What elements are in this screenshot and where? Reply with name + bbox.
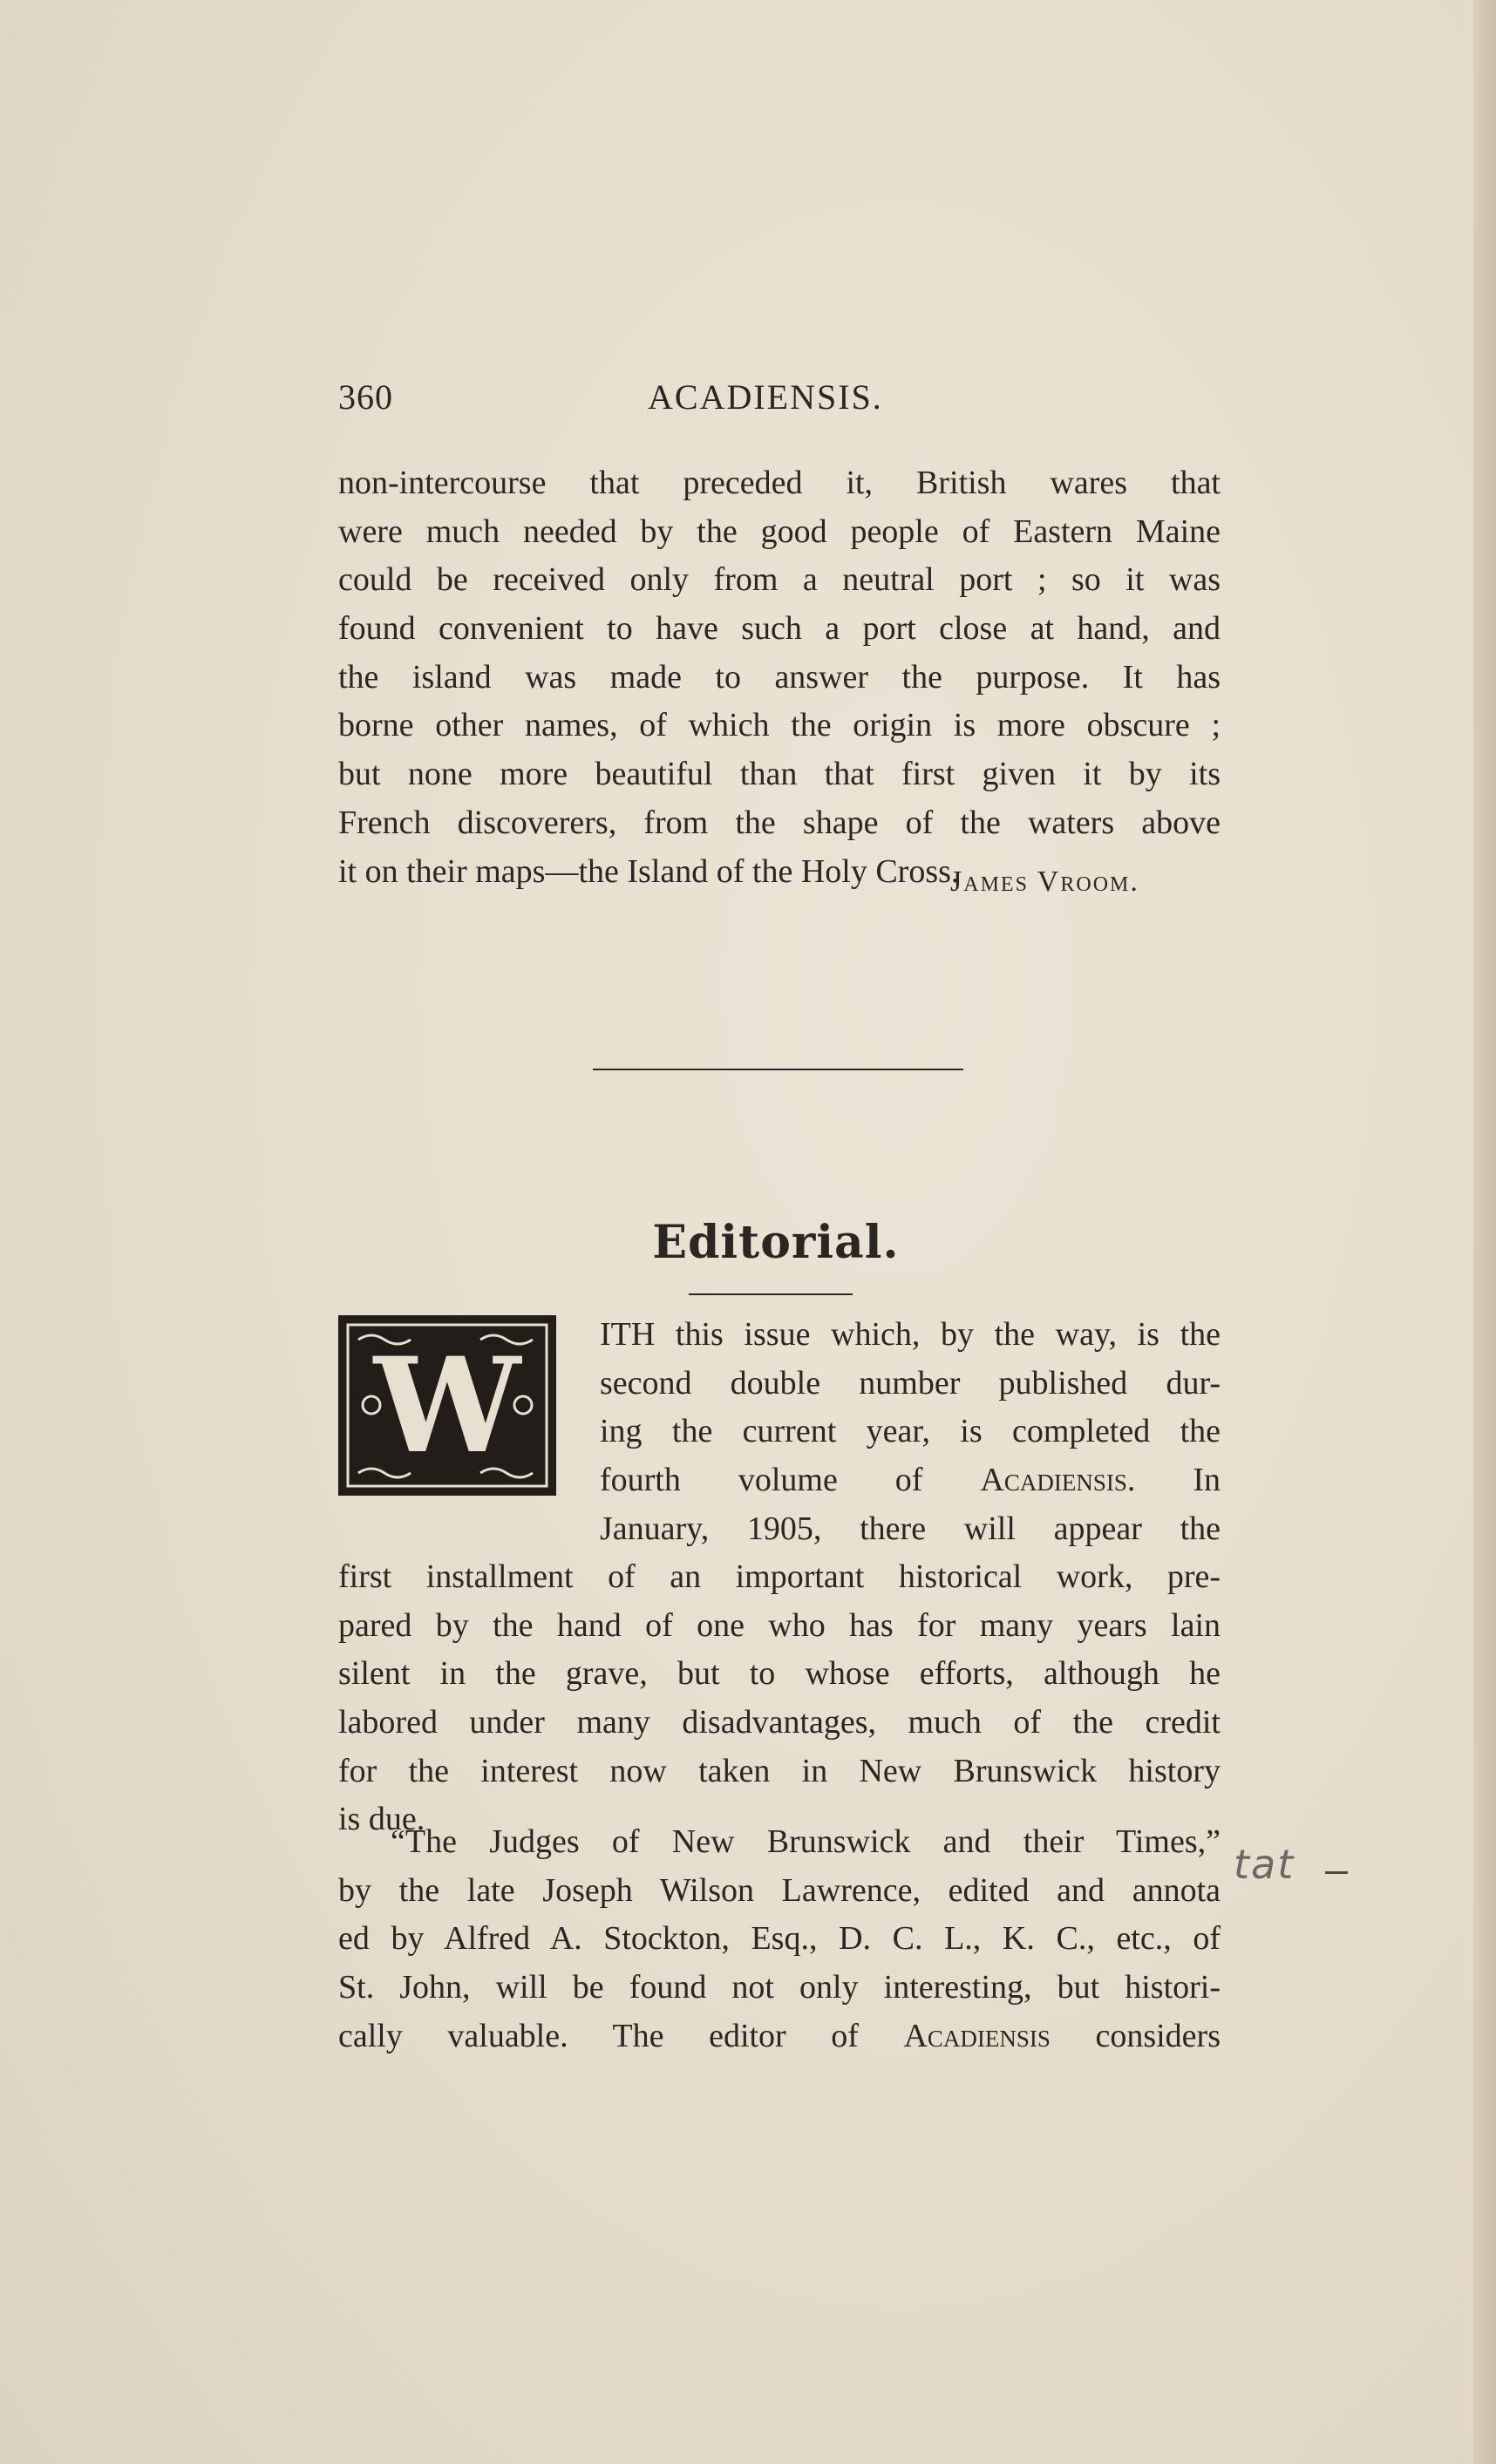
editorial-line: for the interest now taken in New Brunswick history — [338, 1752, 1221, 1789]
page-edge-shadow — [1473, 0, 1496, 2464]
editorial-line: January, 1905, there will appear the — [600, 1510, 1221, 1547]
editorial-line: silent in the grave, but to whose efforts, although he — [338, 1655, 1221, 1693]
journal-name: Acadiensis — [980, 1462, 1127, 1499]
article-line: were much needed by the good people of Eastern Maine — [338, 512, 1221, 550]
decorated-initial — [338, 1315, 556, 1496]
article-line: borne other names, of which the origin is more obscure ; — [338, 707, 1221, 744]
heading-underline — [689, 1293, 853, 1295]
article-conclusion — [338, 459, 1221, 896]
journal-name: Acadiensis — [903, 2017, 1051, 2054]
initial-letter: W — [373, 1328, 521, 1483]
editorial-line: St. John, will be found not only interesting, but histori- — [338, 1969, 1221, 2006]
editorial-line: cally valuable. The editor of Acadiensis considers — [338, 2017, 1221, 2054]
editorial-line: fourth volume of Acadiensis. In — [600, 1462, 1221, 1499]
editorial-line: ing the current year, is completed the — [600, 1413, 1221, 1450]
editorial-line: labored under many disadvantages, much of the credit — [338, 1704, 1221, 1741]
editorial-line: “The Judges of New Brunswick and their Times,” — [391, 1823, 1221, 1860]
editorial-line: is due. — [338, 1801, 425, 1838]
article-line: found convenient to have such a port close at hand, and — [338, 610, 1221, 648]
article-line: the island was made to answer the purpose. It has — [338, 658, 1221, 696]
handwritten-annotation: tat — [1234, 1841, 1295, 1888]
article-line: could be received only from a neutral port ; so it was — [338, 561, 1221, 599]
article-line: it on their maps—the Island of the Holy Cross. — [338, 852, 960, 890]
editorial-line: ed by Alfred A. Stockton, Esq., D. C. L., K. C., etc., of — [338, 1920, 1221, 1958]
editorial-line: first installment of an important historical work, pre- — [338, 1558, 1221, 1595]
journal-title: ACADIENSIS. — [648, 377, 883, 417]
editorial-paragraph-2 — [338, 1818, 1221, 2060]
article-line: non-intercourse that preceded it, British wares that — [338, 465, 1221, 501]
article-line: but none more beautiful than that first given it by its — [338, 756, 1221, 793]
editorial-paragraph-1 — [338, 1553, 1221, 1844]
section-divider — [593, 1069, 963, 1070]
editorial-line: pared by the hand of one who has for many years lain — [338, 1606, 1221, 1644]
editorial-line: ITH this issue which, by the way, is the — [600, 1316, 1221, 1353]
editorial-line: second double number published dur- — [600, 1364, 1221, 1402]
editorial-heading: Editorial. — [652, 1216, 900, 1269]
page-number: 360 — [338, 377, 393, 417]
annotation-dash — [1325, 1871, 1348, 1874]
text-beside-initial — [600, 1311, 1221, 1553]
article-line: French discoverers, from the shape of the waters above — [338, 804, 1221, 841]
author-signature: James Vroom. — [950, 865, 1139, 898]
editorial-line: by the late Joseph Wilson Lawrence, edited and annota — [338, 1871, 1221, 1909]
running-head — [338, 377, 1221, 429]
